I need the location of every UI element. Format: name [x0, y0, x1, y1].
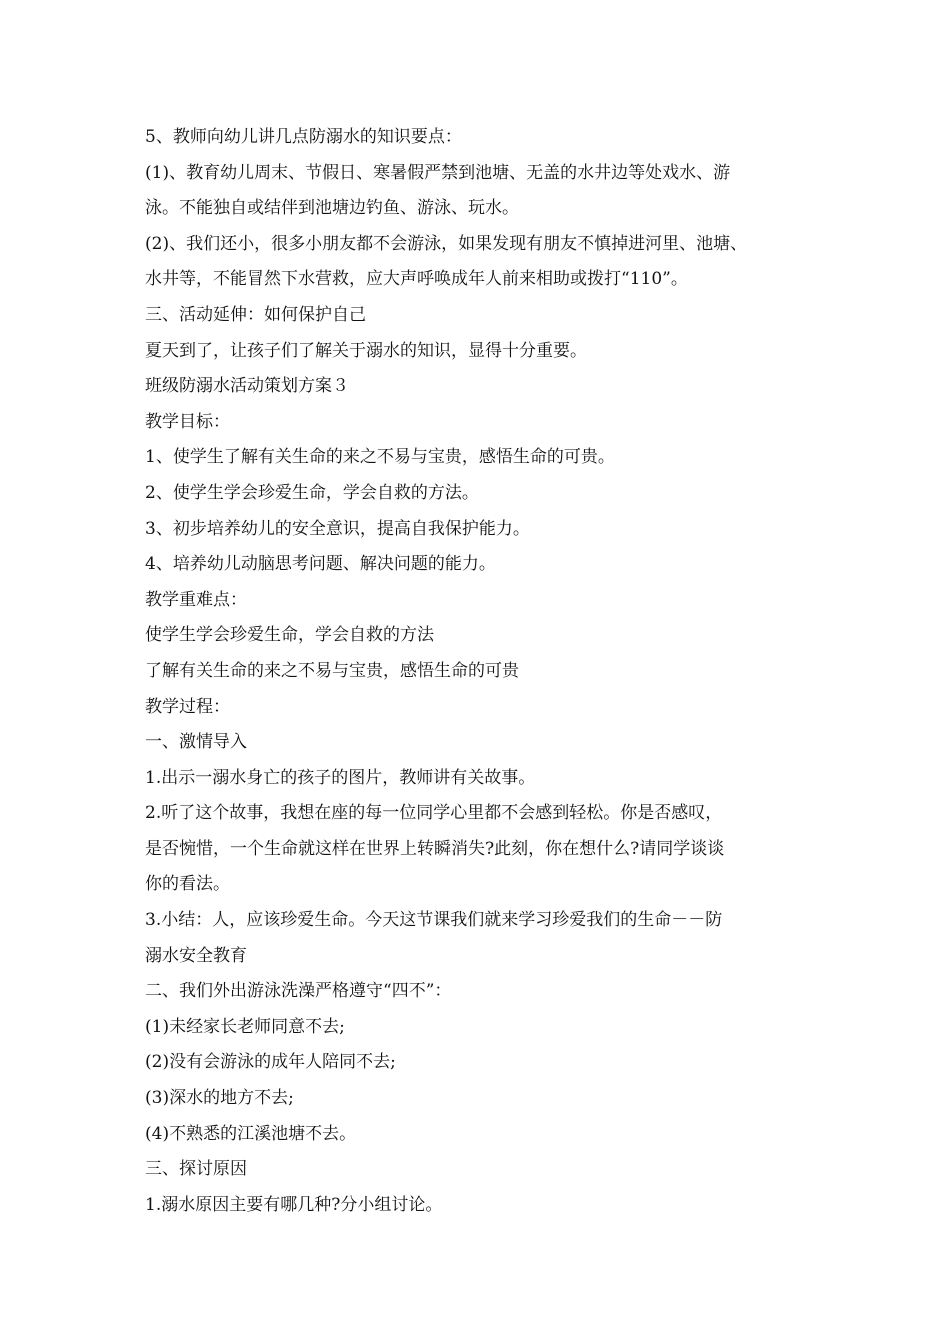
text-line: 5、教师向幼儿讲几点防溺水的知识要点： — [145, 127, 462, 147]
text-line: 3、初步培养幼儿的安全意识，提高自我保护能力。 — [145, 518, 530, 539]
section-heading: 教学目标： — [145, 411, 230, 432]
text-line: 2.听了这个故事，我想在座的每一位同学心里都不会感到轻松。你是否感叹， — [145, 803, 723, 824]
list-item: (3)深水的地方不去; — [145, 1088, 294, 1109]
text-line: 夏天到了，让孩子们了解关于溺水的知识，显得十分重要。 — [145, 340, 587, 361]
text-line: 了解有关生命的来之不易与宝贵，感悟生命的可贵 — [145, 660, 519, 681]
text-line: 你的看法。 — [145, 874, 230, 895]
text-line: 溺水安全教育 — [145, 945, 247, 966]
text-line: (1)、教育幼儿周末、节假日、寒暑假严禁到池塘、无盖的水井边等处戏水、游 — [145, 162, 731, 183]
list-item: (2)没有会游泳的成年人陪同不去; — [145, 1052, 396, 1073]
text-line: 2、使学生学会珍爱生命，学会自救的方法。 — [145, 482, 479, 503]
document-body — [145, 120, 835, 1223]
text-line: 4、培养幼儿动脑思考问题、解决问题的能力。 — [145, 554, 496, 575]
text-line: 使学生学会珍爱生命，学会自救的方法 — [145, 625, 434, 646]
text-line: 1.溺水原因主要有哪几种?分小组讨论。 — [145, 1194, 443, 1215]
section-heading: 三、活动延伸：如何保护自己 — [145, 304, 366, 325]
text-line: 3.小结：人，应该珍爱生命。今天这节课我们就来学习珍爱我们的生命－－防 — [145, 910, 723, 931]
list-item: (4)不熟悉的江溪池塘不去。 — [145, 1123, 357, 1144]
list-item: (1)未经家长老师同意不去; — [145, 1016, 345, 1037]
section-heading: 二、我们外出游泳洗澡严格遵守“四不”： — [145, 981, 452, 1002]
text-line: 水井等，不能冒然下水营救，应大声呼唤成年人前来相助或拨打“110”。 — [145, 269, 688, 290]
section-heading: 一、激情导入 — [145, 732, 247, 753]
section-heading: 教学过程： — [145, 696, 230, 717]
text-line: 泳。不能独自或结伴到池塘边钓鱼、游泳、玩水。 — [145, 198, 519, 219]
section-heading: 教学重难点： — [145, 589, 247, 610]
document-title: 班级防溺水活动策划方案３ — [145, 376, 349, 397]
text-line: 1.出示一溺水身亡的孩子的图片，教师讲有关故事。 — [145, 767, 536, 788]
text-line: (2)、我们还小，很多小朋友都不会游泳，如果发现有朋友不慎掉进河里、池塘、 — [145, 233, 748, 254]
text-line: 是否惋惜，一个生命就这样在世界上转瞬消失?此刻，你在想什么?请同学谈谈 — [145, 838, 725, 859]
text-line: 1、使学生了解有关生命的来之不易与宝贵，感悟生命的可贵。 — [145, 447, 615, 468]
section-heading: 三、探讨原因 — [145, 1159, 247, 1180]
